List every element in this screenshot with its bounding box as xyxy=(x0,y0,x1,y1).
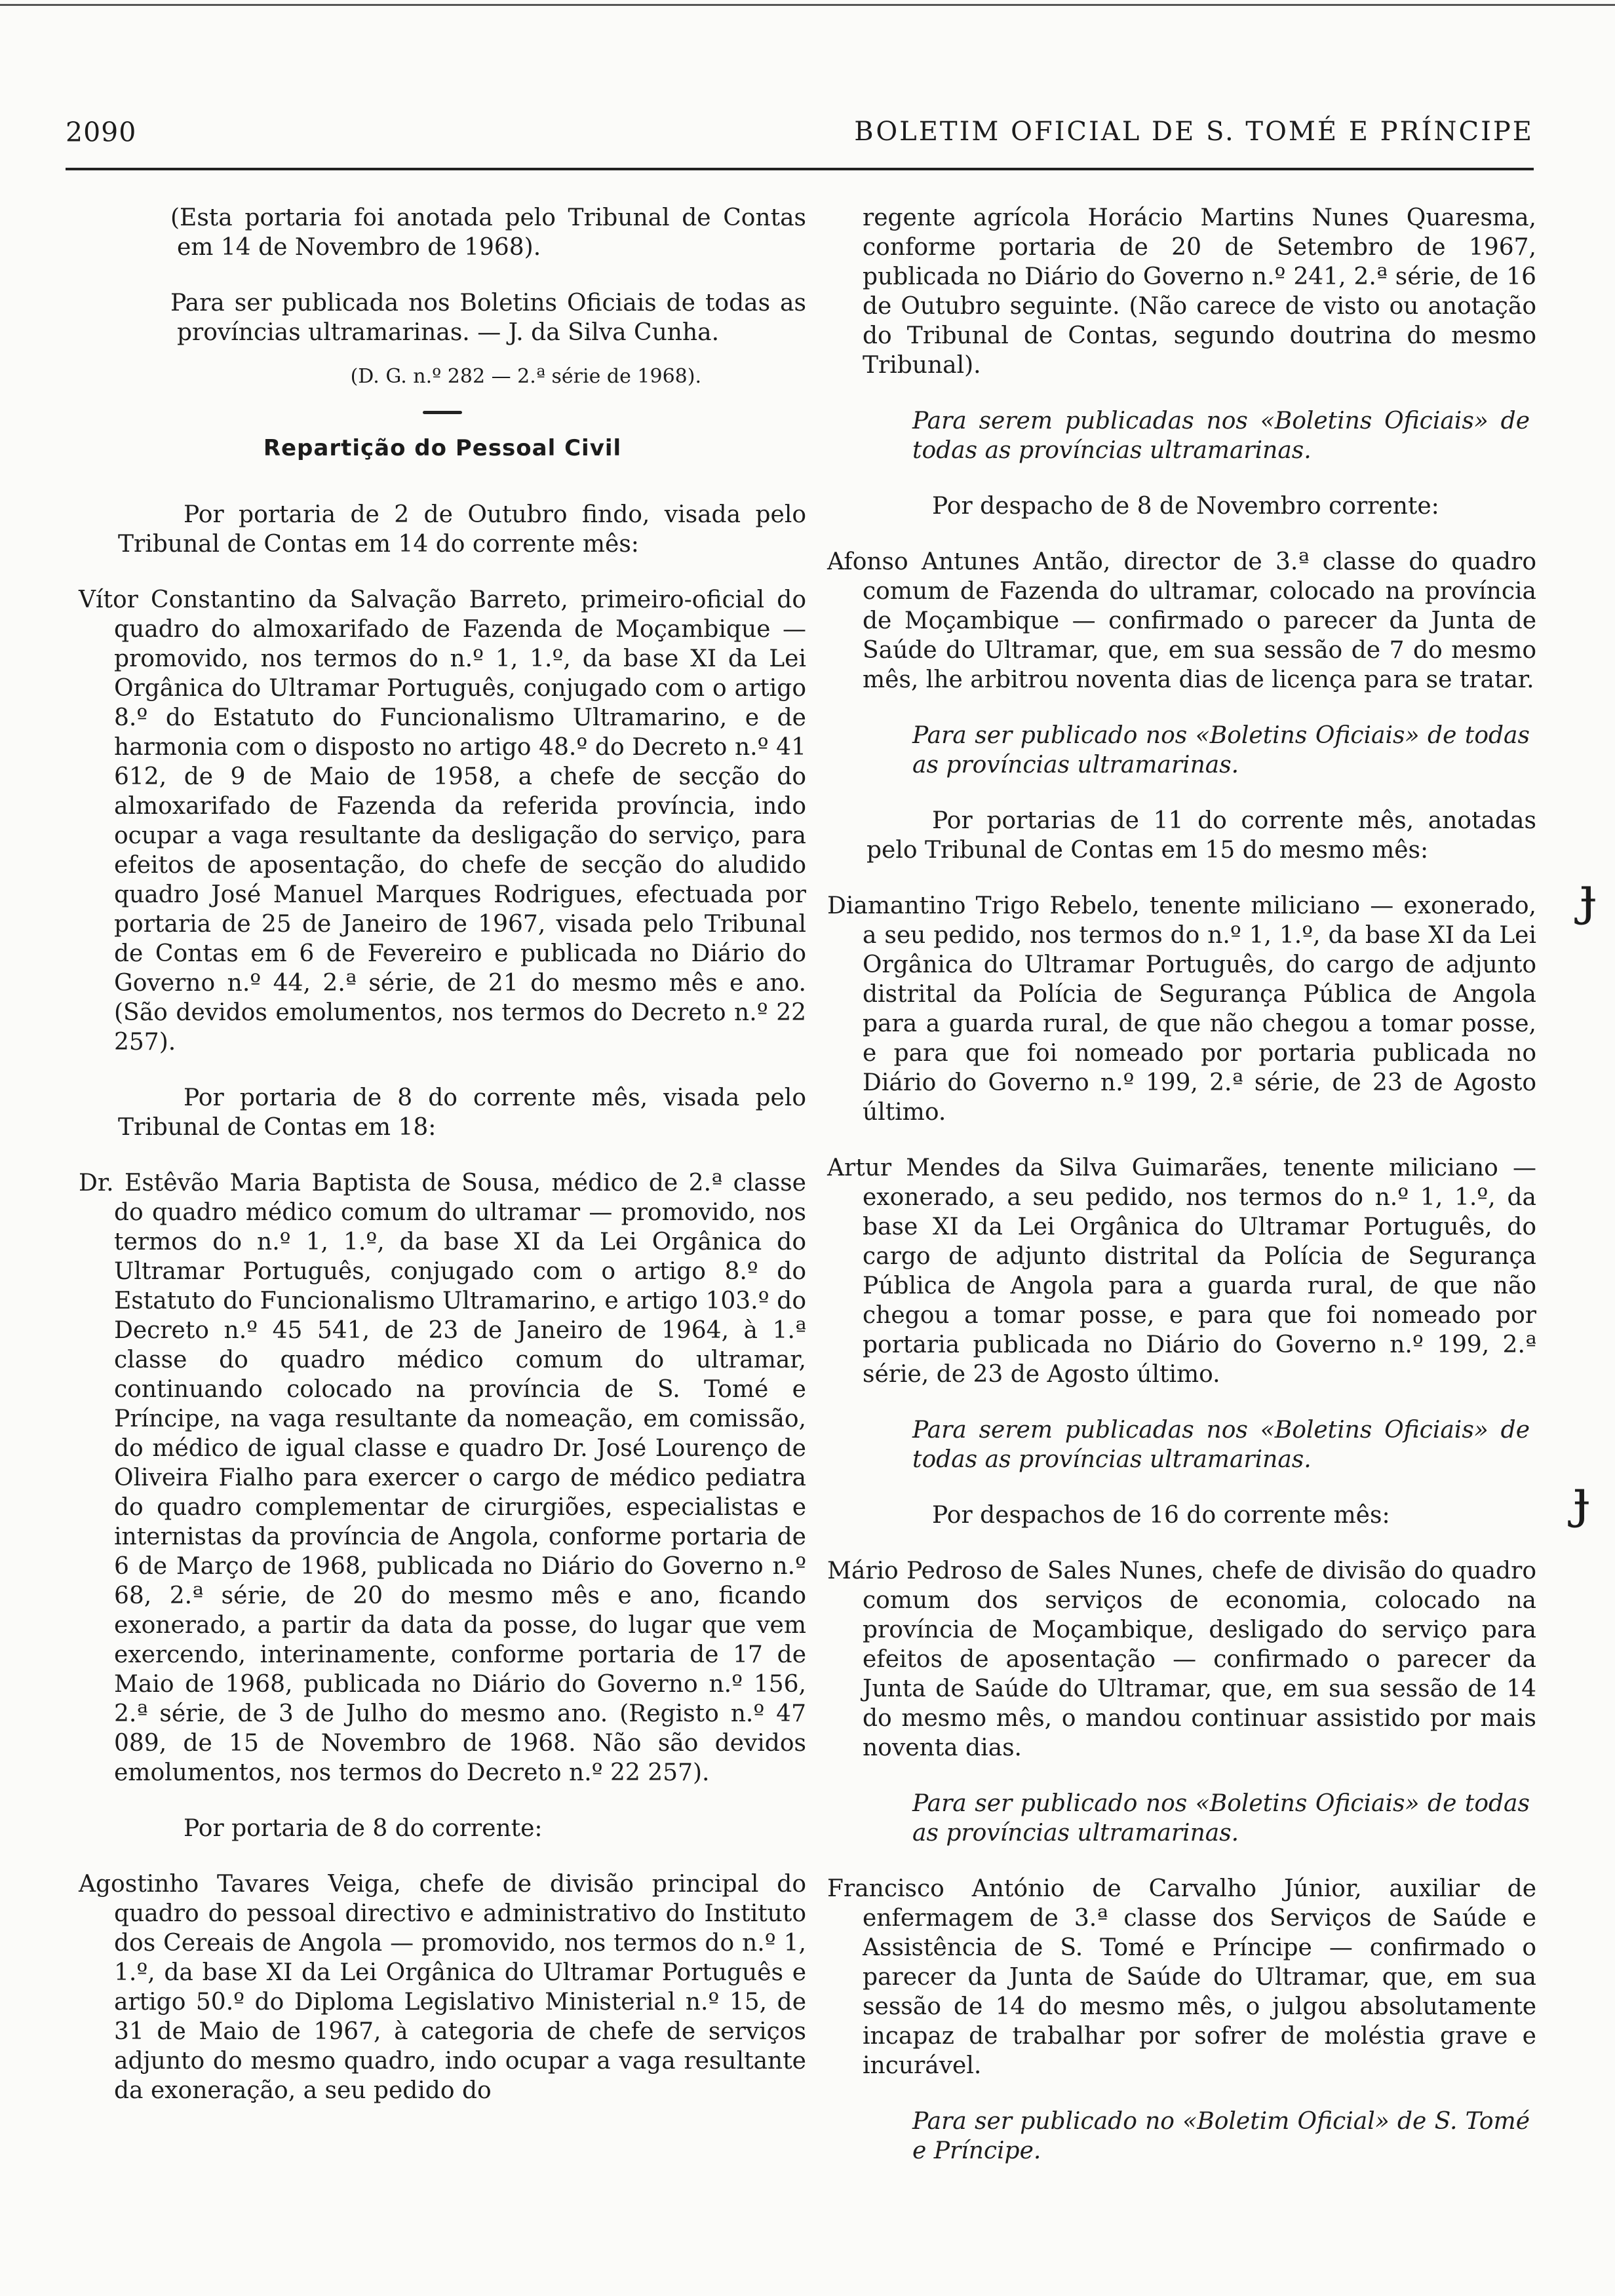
page-header xyxy=(66,117,1534,156)
publication-note: Para ser publicado no «Boletim Oficial» de S. Tomé e Príncipe. xyxy=(912,2108,1530,2164)
paragraph: Artur Mendes da Silva Guimarães, tenente miliciano — exonerado, a seu pedido, nos termos do n.º 1, 1.º, da base XI da Lei Orgânica do Ultramar Português, do cargo de adjunto distrital da Polícia de Segurança Pública de Angola para a guarda rural, de que não chegou a tomar posse, e para que foi nomeado por portaria publicada no Diário do Governo n.º 199, 2.ª série, de 23 de Agosto último. xyxy=(827,1155,1536,1388)
margin-mark: ɟ xyxy=(1573,1468,1590,1529)
paragraph: Francisco António de Carvalho Júnior, auxiliar de enfermagem de 3.ª classe dos Serviços de Saúde e Assistência de S. Tomé e Príncipe — confirmado o parecer da Junta de Saúde do Ultramar, que, em sua sessão de 14 do mesmo mês, o julgou absolutamente incapaz de trabalhar por sofrer de moléstia grave e incurável. xyxy=(827,1875,1536,2079)
paragraph: Vítor Constantino da Salvação Barreto, primeiro-oficial do quadro do almoxarifado de Fazenda de Moçambique — promovido, nos termos do n.º 1, 1.º, da base XI da Lei Orgânica do Ultramar Português, conjugado com o artigo 8.º do Estatuto do Funcionalismo Ultramarino, e de harmonia com o disposto no artigo 48.º do Decreto n.º 41 612, de 9 de Maio de 1958, a chefe de secção do almoxarifado de Fazenda da referida província, indo ocupar a vaga resultante da desligação do serviço, para efeitos de aposentação, do chefe de secção do aludido quadro José Manuel Marques Rodrigues, efectuada por portaria de 25 de Janeiro de 1967, visada pelo Tribunal de Contas em 6 de Fevereiro e publicada no Diário do Governo n.º 44, 2.ª série, de 21 do mesmo mês e ano. (São devidos emolumentos, nos termos do Decreto n.º 22 257). xyxy=(79,586,806,1056)
paragraph: regente agrícola Horácio Martins Nunes Quaresma, conforme portaria de 20 de Setembro de 1967, publicada no Diário do Governo n.º 241, 2.ª série, de 16 de Outubro seguinte. (Não carece de visto ou anotação do Tribunal de Contas, segundo doutrina do mesmo Tribunal). xyxy=(863,204,1536,379)
top-edge-line xyxy=(0,4,1615,6)
paragraph: Dr. Estêvão Maria Baptista de Sousa, médico de 2.ª classe do quadro médico comum do ultramar — promovido, nos termos do n.º 1, 1.º, da base XI da Lei Orgânica do Ultramar Português, conjugado com o artigo 8.º do Estatuto do Funcionalismo Ultramarino, e artigo 103.º do Decreto n.º 45 541, de 23 de Janeiro de 1964, à 1.ª classe do quadro médico comum do ultramar, continuando colocado na província de S. Tomé e Príncipe, na vaga resultante da nomeação, em comissão, do médico de igual classe e quadro Dr. José Lourenço de Oliveira Fialho para exercer o cargo de médico pediatra do quadro complementar de cirurgiões, especialistas e internistas da província de Angola, conforme portaria de 6 de Março de 1968, publicada no Diário do Governo n.º 68, 2.ª série, de 20 do mesmo mês e ano, ficando exonerado, a partir da data da posse, do lugar que vem exercendo, interinamente, conforme portaria de 17 de Maio de 1968, publicada no Diário do Governo n.º 156, 2.ª série, de 3 de Julho do mesmo ano. (Registo n.º 47 089, de 15 de Novembro de 1968. Não são devidos emolumentos, nos termos do Decreto n.º 22 257). xyxy=(79,1170,806,1786)
publication-note: Para serem publicadas nos «Boletins Oficiais» de todas as províncias ultramarinas. xyxy=(912,1417,1530,1473)
paragraph: Por portarias de 11 do corrente mês, anotadas pelo Tribunal de Contas em 15 do mesmo mês: xyxy=(866,807,1536,864)
publication-note: Para ser publicada nos Boletins Oficiais de todas as províncias ultramarinas. — J. da Silva Cunha. xyxy=(170,290,806,346)
paragraph: Por despachos de 16 do corrente mês: xyxy=(932,1502,1390,1529)
section-divider xyxy=(423,411,462,414)
publication-note: Para ser publicado nos «Boletins Oficiais» de todas as províncias ultramarinas. xyxy=(912,1790,1530,1846)
header-rule xyxy=(66,168,1534,170)
annotation-note: (Esta portaria foi anotada pelo Tribunal de Contas em 14 de Novembro de 1968). xyxy=(170,204,806,261)
publication-note: Para ser publicado nos «Boletins Oficiais» de todas as províncias ultramarinas. xyxy=(912,722,1530,778)
paragraph: Diamantino Trigo Rebelo, tenente miliciano — exonerado, a seu pedido, nos termos do n.º 1, 1.º, da base XI da Lei Orgânica do Ultramar Português, do cargo de adjunto distrital da Polícia de Segurança Pública de Angola para a guarda rural, de que não chegou a tomar posse, e para que foi nomeado por portaria publicada no Diário do Governo n.º 199, 2.ª série, de 23 de Agosto último. xyxy=(827,892,1536,1126)
left-column xyxy=(79,203,806,2105)
paragraph: Mário Pedroso de Sales Nunes, chefe de divisão do quadro comum dos serviços de economia, colocado na província de Moçambique, desligado do serviço para efeitos de aposentação — confirmado o parecer da Junta de Saúde do Ultramar, que, em sua sessão de 14 do mesmo mês, o mandou continuar assistido por mais noventa dias. xyxy=(827,1558,1536,1761)
paragraph: Por portaria de 2 de Outubro findo, visada pelo Tribunal de Contas em 14 do corrente mês: xyxy=(118,501,806,558)
section-heading: Repartição do Pessoal Civil xyxy=(263,435,622,461)
publication-note: Para serem publicadas nos «Boletins Oficiais» de todas as províncias ultramarinas. xyxy=(912,408,1530,464)
paragraph: Por portaria de 8 do corrente: xyxy=(184,1815,543,1842)
paragraph: Afonso Antunes Antão, director de 3.ª classe do quadro comum de Fazenda do ultramar, colocado na província de Moçambique — confirmado o parecer da Junta de Saúde do Ultramar, que, em sua sessão de 7 do mesmo mês, lhe arbitrou noventa dias de licença para se tratar. xyxy=(827,548,1536,693)
paragraph: Agostinho Tavares Veiga, chefe de divisão principal do quadro do pessoal directivo e administrativo do Instituto dos Cereais de Angola — promovido, nos termos do n.º 1, 1.º, da base XI da Lei Orgânica do Ultramar Português e artigo 50.º do Diploma Legislativo Ministerial n.º 15, de 31 de Maio de 1967, à categoria de chefe de serviços adjunto do mesmo quadro, indo ocupar a vaga resultante da exoneração, a seu pedido do xyxy=(79,1871,806,2104)
margin-mark: ɟ xyxy=(1580,865,1597,926)
paragraph: Por portaria de 8 do corrente mês, visada pelo Tribunal de Contas em 18: xyxy=(118,1084,806,1141)
citation: (D. G. n.º 282 — 2.ª série de 1968). xyxy=(350,365,701,388)
page-number: 2090 xyxy=(66,117,137,148)
running-title: BOLETIM OFICIAL DE S. TOMÉ E PRÍNCIPE xyxy=(854,117,1534,147)
right-column xyxy=(827,203,1536,2166)
paragraph: Por despacho de 8 de Novembro corrente: xyxy=(932,493,1439,520)
